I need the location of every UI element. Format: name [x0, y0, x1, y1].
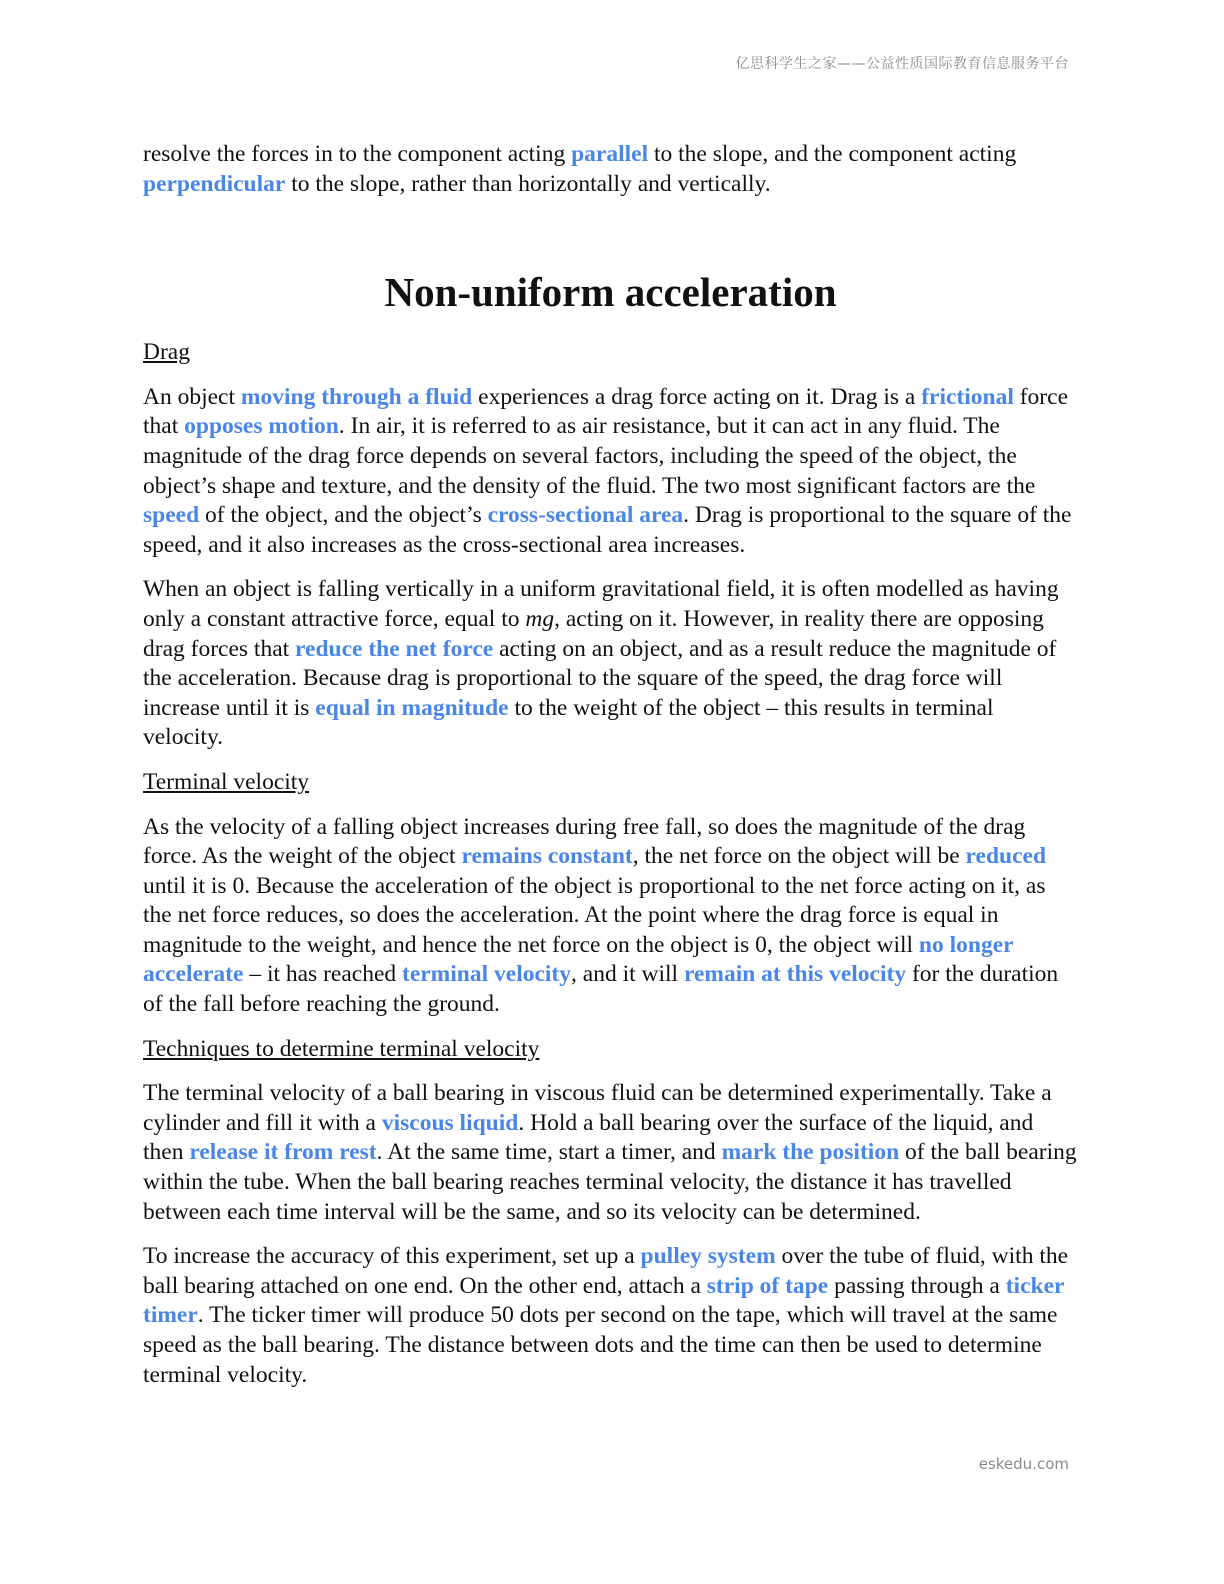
formula-mg: mg,	[525, 605, 560, 632]
highlight-term: terminal velocity	[402, 961, 572, 988]
highlight-term: mark the position	[721, 1139, 900, 1166]
body-text: of the ball bearing within the tube. When the ball bearing reaches terminal velocity, the distance it has travelled between each time interval will be the same, and so its velocity can be determined.	[143, 1139, 1077, 1225]
highlight-term: perpendicular	[143, 170, 286, 197]
intro-paragraph	[143, 140, 1078, 199]
body-text: An object	[143, 383, 241, 410]
document-body	[143, 140, 1078, 1405]
header-watermark-text: 亿思科学生之家——公益性质国际教育信息服务平台	[735, 56, 1069, 72]
highlight-term: ticker timer	[143, 1272, 1065, 1329]
body-text: acting on an object, and as a result reduce the magnitude of the acceleration. Because drag is proportional to the square of the speed, the drag force will increase until it is	[143, 635, 1057, 721]
highlight-term: remains constant	[461, 843, 633, 870]
body-text: As the velocity of a falling object increases during free fall, so does the magnitude of the drag force. As the weight of the object	[143, 813, 1026, 870]
highlight-term: reduced	[965, 843, 1047, 870]
highlight-term: no longer accelerate	[143, 931, 1014, 988]
drag-paragraph-2	[143, 575, 1078, 753]
body-text: for the duration of the fall before reaching the ground.	[143, 961, 1059, 1018]
techniques-heading: Techniques to determine terminal velocity	[143, 1035, 540, 1062]
body-text: . At the same time, start a timer, and	[376, 1139, 722, 1166]
body-text: over the tube of fluid, with the ball bearing attached on one end. On the other end, attach a	[143, 1243, 1069, 1299]
intro-text: to the slope, and the component acting	[648, 141, 1017, 167]
intro-text: to the slope, rather than horizontally and vertically.	[285, 170, 771, 197]
body-text: – it has reached	[243, 961, 402, 988]
body-text: The terminal velocity of a ball bearing in viscous fluid can be determined experimentally. Take a cylinder and fill it with a	[143, 1080, 1052, 1136]
terminal-velocity-paragraph	[143, 813, 1078, 1020]
highlight-term: cross-sectional area	[487, 502, 684, 529]
highlight-term: moving through a fluid	[240, 383, 473, 410]
highlight-term: reduce the net force	[295, 635, 494, 662]
highlight-term: viscous liquid	[381, 1109, 519, 1136]
body-text: , the net force on the object will be	[632, 843, 966, 870]
body-text: acting on it. However, in reality there are opposing drag forces that	[143, 605, 1044, 662]
techniques-paragraph-2	[143, 1242, 1078, 1390]
highlight-term: pulley system	[640, 1243, 776, 1270]
highlight-term: frictional	[921, 383, 1014, 410]
body-text: experiences a drag force acting on it. Drag is a	[472, 383, 922, 410]
highlight-term: equal in magnitude	[315, 694, 509, 721]
techniques-paragraph-1	[143, 1079, 1078, 1227]
intro-text: resolve the forces in to the component acting	[143, 141, 572, 167]
drag-heading: Drag	[143, 339, 190, 366]
drag-paragraph-1	[143, 383, 1078, 561]
highlight-term: strip of tape	[706, 1272, 829, 1299]
footer-site-text: eskedu.com	[978, 1455, 1069, 1473]
body-text: passing through a	[828, 1272, 1006, 1299]
body-text: . In air, it is referred to as air resistance, but it can act in any fluid. The magnitude of the drag force depends on several factors, including the speed of the object, the object’s shape and texture, and the density of the fluid. The two most significant factors are the	[143, 413, 1036, 499]
body-text: , and it will	[571, 961, 684, 988]
section-title: Non-uniform acceleration	[384, 269, 837, 316]
body-text: of the object, and the object’s	[199, 502, 488, 529]
body-text: force that	[143, 383, 1068, 440]
highlight-term: release it from rest	[189, 1139, 377, 1166]
body-text: . Hold a ball bearing over the surface of the liquid, and then	[143, 1109, 1034, 1166]
body-text: When an object is falling vertically in a uniform gravitational field, it is often modelled as having only a constant attractive force, equal to	[143, 576, 1059, 632]
highlight-term: parallel	[571, 141, 649, 167]
highlight-term: opposes motion	[184, 413, 339, 440]
body-text: until it is 0. Because the acceleration of the object is proportional to the net force acting on it, as the net force reduces, so does the acceleration. At the point where the drag force is equal in magnitude to the weight, and hence the net force on the object is 0, the object will	[143, 872, 1046, 958]
body-text: . Drag is proportional to the square of the speed, and it also increases as the cross-sectional area increases.	[143, 502, 1072, 558]
terminal-velocity-heading: Terminal velocity	[143, 768, 310, 795]
highlight-term: speed	[143, 502, 200, 529]
body-text: to the weight of the object – this results in terminal velocity.	[143, 694, 994, 751]
highlight-term: remain at this velocity	[683, 961, 907, 988]
body-text: To increase the accuracy of this experiment, set up a	[143, 1243, 641, 1270]
body-text: . The ticker timer will produce 50 dots per second on the tape, which will travel at the same speed as the ball bearing. The distance between dots and the time can then be used to determine terminal velocity.	[143, 1302, 1058, 1388]
